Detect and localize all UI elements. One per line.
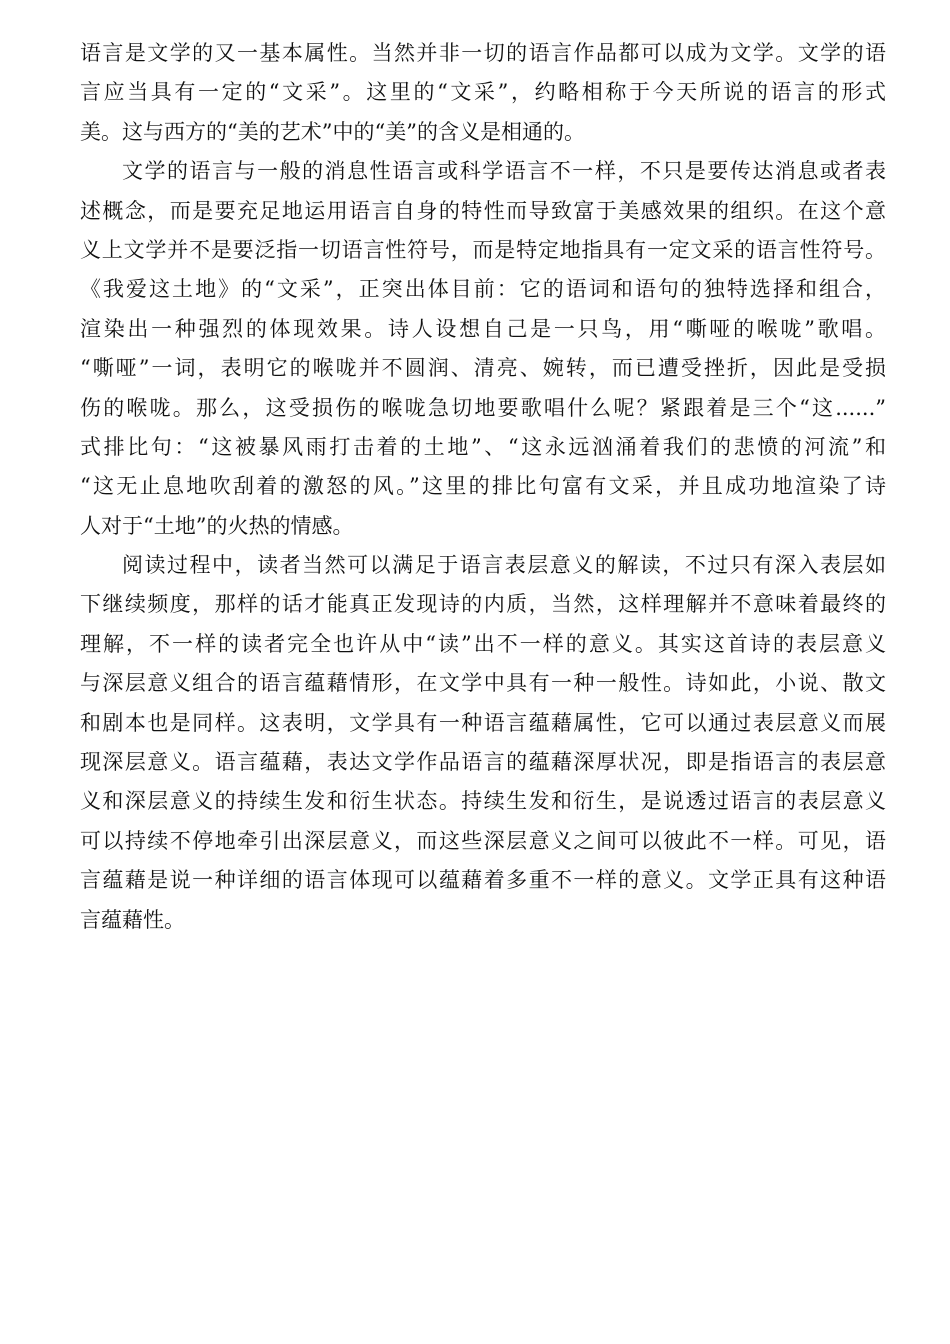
text-line: 义和深层意义的持续生发和衍生状态。持续生发和衍生，是说透过语言的表层意义 bbox=[80, 789, 886, 814]
text-line: 阅读过程中，读者当然可以满足于语言表层意义的解读，不过只有深入表层如 bbox=[122, 553, 886, 578]
text-line: 言应当具有一定的“文采”。这里的“文采”，约略相称于今天所说的语言的形式 bbox=[80, 80, 886, 105]
text-line: 下继续频度，那样的话才能真正发现诗的内质，当然，这样理解并不意味着最终的 bbox=[80, 592, 886, 617]
text-line: 和剧本也是同样。这表明，文学具有一种语言蕴藉属性，它可以通过表层意义而展 bbox=[80, 710, 886, 735]
paragraph-2 bbox=[80, 152, 886, 546]
text-line: 言蕴藉性。 bbox=[80, 907, 185, 932]
text-line: 美。这与西方的“美的艺术”中的“美”的含义是相通的。 bbox=[80, 119, 585, 144]
text-line: 现深层意义。语言蕴藉，表达文学作品语言的蕴藉深厚状况，即是指语言的表层意 bbox=[80, 750, 886, 775]
text-line: 《我爱这土地》的“文采”，正突出体目前：它的语词和语句的独特选择和组合， bbox=[80, 277, 886, 302]
paragraph-1 bbox=[80, 34, 886, 152]
text-line: 式排比句：“这被暴风雨打击着的土地”、“这永远汹涌着我们的悲愤的河流”和 bbox=[80, 434, 886, 459]
text-line: 述概念，而是要充足地运用语言自身的特性而导致富于美感效果的组织。在这个意 bbox=[80, 198, 886, 223]
text-line: 与深层意义组合的语言蕴藉情形，在文学中具有一种一般性。诗如此，小说、散文 bbox=[80, 671, 886, 696]
text-line: 渲染出一种强烈的体现效果。诗人设想自己是一只鸟，用“嘶哑的喉咙”歌唱。 bbox=[80, 316, 886, 341]
text-line: 文学的语言与一般的消息性语言或科学语言不一样，不只是要传达消息或者表 bbox=[122, 159, 886, 184]
text-line: 语言是文学的又一基本属性。当然并非一切的语言作品都可以成为文学。文学的语 bbox=[80, 41, 886, 65]
text-line: 义上文学并不是要泛指一切语言性符号，而是特定地指具有一定文采的语言性符号。 bbox=[80, 237, 886, 262]
text-line: 理解，不一样的读者完全也许从中“读”出不一样的意义。其实这首诗的表层意义 bbox=[80, 631, 886, 656]
text-line: 人对于“土地”的火热的情感。 bbox=[80, 513, 354, 538]
text-line: 伤的喉咙。那么，这受损伤的喉咙急切地要歌唱什么呢？紧跟着是三个“这......” bbox=[80, 395, 886, 420]
text-line: “这无止息地吹刮着的激怒的风。”这里的排比句富有文采，并且成功地渲染了诗 bbox=[80, 474, 886, 499]
body-text bbox=[80, 34, 886, 940]
paragraph-3 bbox=[80, 546, 886, 940]
text-line: 言蕴藉是说一种详细的语言体现可以蕴藉着多重不一样的意义。文学正具有这种语 bbox=[80, 868, 886, 893]
text-line: “嘶哑”一词，表明它的喉咙并不圆润、清亮、婉转，而已遭受挫折，因此是受损 bbox=[80, 356, 886, 381]
text-line: 可以持续不停地牵引出深层意义，而这些深层意义之间可以彼此不一样。可见，语 bbox=[80, 828, 886, 853]
